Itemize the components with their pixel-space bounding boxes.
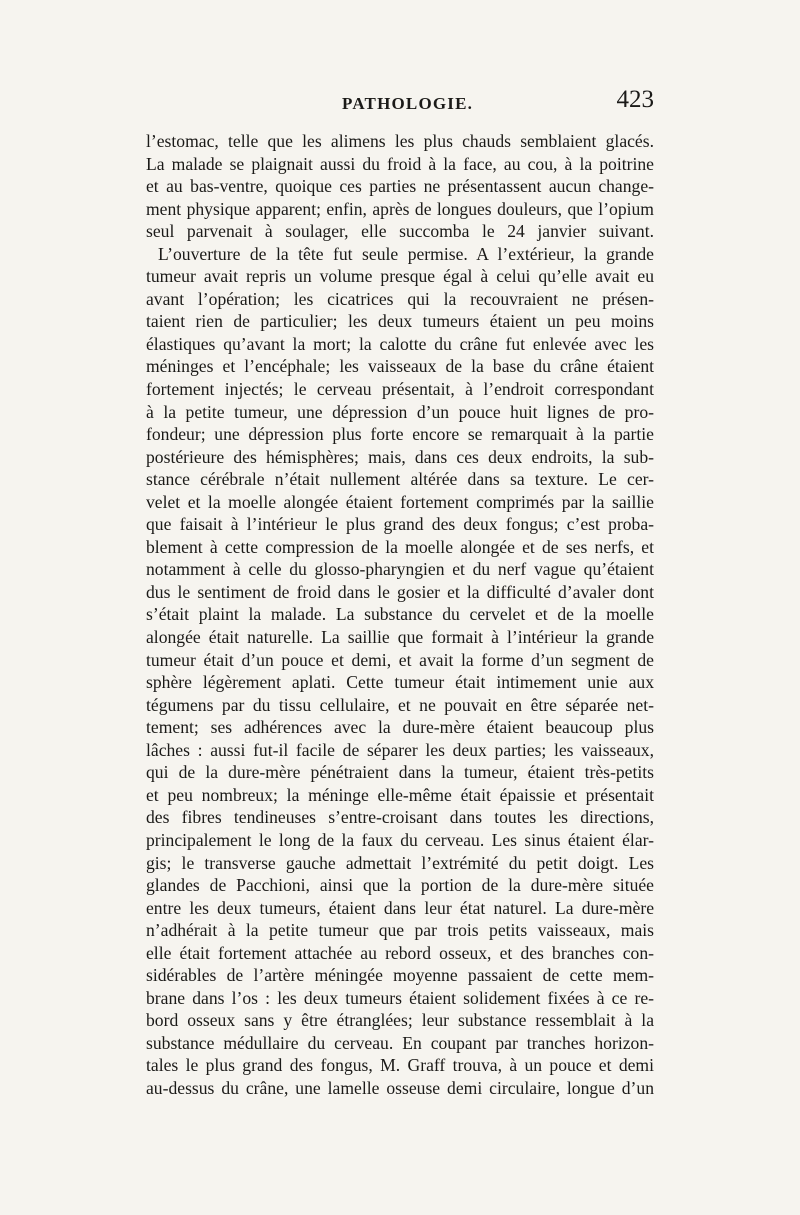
text-line: s’était plaint la malade. La substance du cervelet et de la moelle: [146, 604, 654, 625]
text-line: tumeur était d’un pouce et demi, et avait la forme d’un segment de: [146, 649, 654, 670]
running-head: PATHOLOGIE.: [342, 94, 474, 113]
text-line: tement; ses adhérences avec la dure-mère étaient beaucoup plus: [146, 717, 654, 738]
text-line: sidérables de l’artère méningée moyenne passaient de cette mem-: [146, 965, 654, 986]
text-line: bord osseux sans y être étranglées; leur substance ressemblait à la: [146, 1010, 654, 1031]
text-line: taient rien de particulier; les deux tumeurs étaient un peu moins: [146, 311, 654, 332]
text-line: n’adhérait à la petite tumeur que par trois petits vaisseaux, mais: [146, 920, 654, 941]
text-line: élastiques qu’avant la mort; la calotte du crâne fut enlevée avec les: [146, 333, 654, 354]
text-line: seul parvenait à soulager, elle succomba le 24 janvier suivant.: [146, 221, 654, 242]
text-line: l’estomac, telle que les alimens les plus chauds semblaient glacés.: [146, 131, 654, 151]
text-line: ment physique apparent; enfin, après de longues douleurs, que l’opium: [146, 198, 654, 219]
text-line: dus le sentiment de froid dans le gosier et la difficulté d’avaler dont: [146, 581, 654, 602]
page-number: 423: [616, 86, 654, 113]
text-line: substance médullaire du cerveau. En coupant par tranches horizon-: [146, 1032, 654, 1053]
page-header: [146, 86, 654, 122]
text-line: entre les deux tumeurs, étaient dans leur état naturel. La dure-mère: [146, 897, 654, 918]
text-line: principalement le long de la faux du cerveau. Les sinus étaient élar-: [146, 829, 654, 850]
text-line: au-dessus du crâne, une lamelle osseuse demi circulaire, longue d’un: [146, 1077, 654, 1098]
text-line: glandes de Pacchioni, ainsi que la portion de la dure-mère située: [146, 875, 654, 896]
body-text: [146, 130, 654, 1100]
text-line: et peu nombreux; la méninge elle-même était épaissie et présentait: [146, 784, 654, 805]
text-line: elle était fortement attachée au rebord osseux, et des branches con-: [146, 942, 654, 963]
text-line: velet et la moelle alongée étaient fortement comprimés par la saillie: [146, 491, 654, 512]
text-line: et au bas-ventre, quoique ces parties ne présentassent aucun change-: [146, 176, 654, 197]
text-line: L’ouverture de la tête fut seule permise. A l’extérieur, la grande: [158, 243, 654, 264]
text-line: tégumens par du tissu cellulaire, et ne pouvait en être séparée net-: [146, 694, 654, 715]
text-line: avant l’opération; les cicatrices qui la recouvraient ne présen-: [146, 288, 654, 309]
text-line: notamment à celle du glosso-pharyngien et du nerf vague qu’étaient: [146, 559, 654, 580]
text-line: gis; le transverse gauche admettait l’extrémité du petit doigt. Les: [146, 852, 654, 873]
text-line: tales le plus grand des fongus, M. Graff trouva, à un pouce et demi: [146, 1055, 654, 1076]
text-line: alongée était naturelle. La saillie que formait à l’intérieur la grande: [146, 627, 654, 648]
text-line: lâches : aussi fut-il facile de séparer les deux parties; les vaisseaux,: [146, 739, 654, 760]
text-line: fortement injectés; le cerveau présentait, à l’endroit correspondant: [146, 379, 654, 400]
text-line: sphère légèrement aplati. Cette tumeur était intimement unie aux: [146, 672, 654, 693]
text-line: qui de la dure-mère pénétraient dans la tumeur, étaient très-petits: [146, 762, 654, 783]
text-line: blement à cette compression de la moelle alongée et de ses nerfs, et: [146, 536, 654, 557]
text-line: à la petite tumeur, une dépression d’un pouce huit lignes de pro-: [146, 401, 654, 422]
text-line: brane dans l’os : les deux tumeurs étaient solidement fixées à ce re-: [146, 987, 654, 1008]
text-line: postérieure des hémisphères; mais, dans ces deux endroits, la sub-: [146, 446, 654, 467]
text-line: La malade se plaignait aussi du froid à la face, au cou, à la poitrine: [146, 153, 654, 174]
text-line: stance cérébrale n’était nullement altérée dans sa texture. Le cer-: [146, 469, 654, 490]
text-line: tumeur avait repris un volume presque égal à celui qu’elle avait eu: [146, 266, 654, 287]
text-line: méninges et l’encéphale; les vaisseaux de la base du crâne étaient: [146, 356, 654, 377]
text-line: fondeur; une dépression plus forte encore se remarquait à la partie: [146, 424, 654, 445]
text-line: des fibres tendineuses s’entre-croisant dans toutes les directions,: [146, 807, 654, 828]
text-line: que faisait à l’intérieur le plus grand des deux fongus; c’est proba-: [146, 514, 654, 535]
